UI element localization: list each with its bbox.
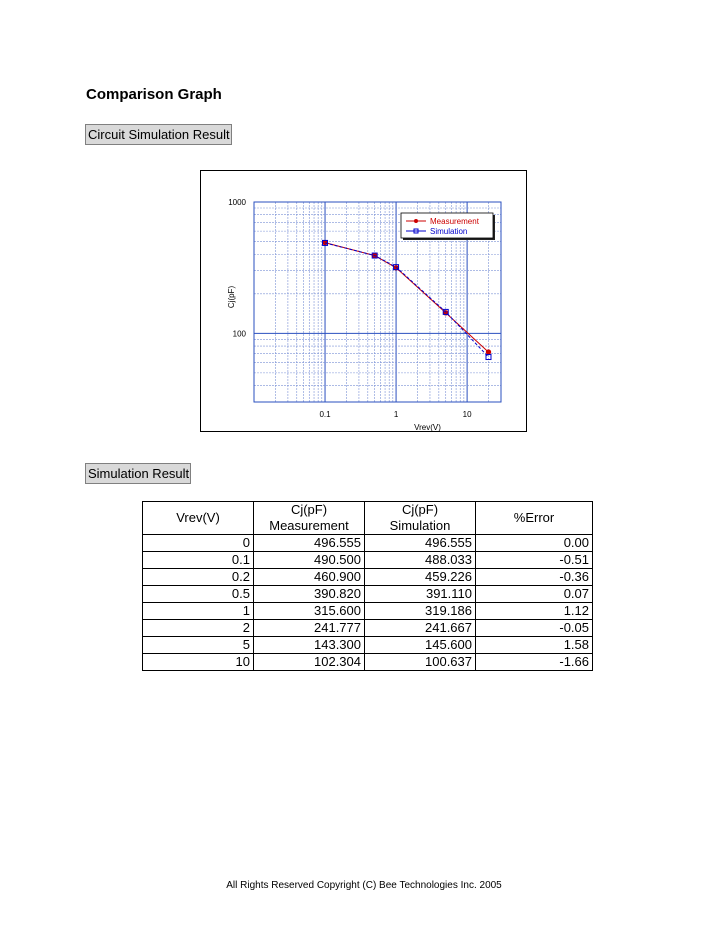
cell-vrev: 0 bbox=[143, 535, 254, 552]
legend-label: Measurement bbox=[430, 217, 479, 226]
header-simulation-line2: Simulation bbox=[389, 518, 451, 533]
header-measurement-line2: Measurement bbox=[269, 518, 349, 533]
cell-vrev: 0.1 bbox=[143, 552, 254, 569]
cell-error: -0.05 bbox=[476, 620, 593, 637]
table-row bbox=[143, 603, 593, 620]
measurement-point bbox=[323, 240, 327, 244]
table-row bbox=[143, 586, 593, 603]
cell-simulation: 241.667 bbox=[365, 620, 476, 637]
header-measurement bbox=[254, 502, 365, 535]
y-tick-label: 1000 bbox=[228, 198, 246, 207]
cell-measurement: 315.600 bbox=[254, 603, 365, 620]
table-row bbox=[143, 569, 593, 586]
cell-simulation: 100.637 bbox=[365, 654, 476, 671]
cell-simulation: 459.226 bbox=[365, 569, 476, 586]
cell-measurement: 143.300 bbox=[254, 637, 365, 654]
measurement-point bbox=[486, 350, 490, 354]
cell-simulation: 319.186 bbox=[365, 603, 476, 620]
cell-vrev: 0.5 bbox=[143, 586, 254, 603]
table-row bbox=[143, 552, 593, 569]
cell-measurement: 496.555 bbox=[254, 535, 365, 552]
cell-measurement: 490.500 bbox=[254, 552, 365, 569]
cell-simulation: 488.033 bbox=[365, 552, 476, 569]
comparison-chart bbox=[200, 170, 527, 432]
table-body bbox=[143, 535, 593, 671]
x-tick-label: 10 bbox=[462, 410, 472, 419]
cell-measurement: 241.777 bbox=[254, 620, 365, 637]
cell-error: 0.00 bbox=[476, 535, 593, 552]
cell-vrev: 10 bbox=[143, 654, 254, 671]
table-row bbox=[143, 535, 593, 552]
table-header-row bbox=[143, 502, 593, 535]
x-axis-label: Vrev(V) bbox=[414, 423, 441, 431]
y-axis-label: Cj(pF) bbox=[227, 285, 236, 309]
header-simulation-line1: Cj(pF) bbox=[401, 502, 439, 517]
x-tick-label: 1 bbox=[393, 410, 399, 419]
x-tick-label: 0.1 bbox=[319, 410, 331, 419]
cell-vrev: 5 bbox=[143, 637, 254, 654]
cell-vrev: 1 bbox=[143, 603, 254, 620]
header-vrev: Vrev(V) bbox=[143, 502, 254, 535]
cell-measurement: 460.900 bbox=[254, 569, 365, 586]
cell-error: -1.66 bbox=[476, 654, 593, 671]
cell-measurement: 390.820 bbox=[254, 586, 365, 603]
simulation-result-label: Simulation Result bbox=[85, 463, 191, 484]
header-measurement-line1: Cj(pF) bbox=[290, 502, 328, 517]
header-simulation bbox=[365, 502, 476, 535]
cell-error: 1.12 bbox=[476, 603, 593, 620]
cell-vrev: 2 bbox=[143, 620, 254, 637]
header-error: %Error bbox=[476, 502, 593, 535]
chart-svg bbox=[201, 171, 526, 431]
cell-error: -0.51 bbox=[476, 552, 593, 569]
legend-label: Simulation bbox=[430, 227, 468, 236]
circuit-simulation-label: Circuit Simulation Result bbox=[85, 124, 232, 145]
cell-error: 0.07 bbox=[476, 586, 593, 603]
cell-error: -0.36 bbox=[476, 569, 593, 586]
cell-simulation: 145.600 bbox=[365, 637, 476, 654]
legend-marker-measurement bbox=[414, 219, 418, 223]
simulation-table bbox=[142, 501, 593, 671]
table-row bbox=[143, 654, 593, 671]
table-row bbox=[143, 620, 593, 637]
cell-error: 1.58 bbox=[476, 637, 593, 654]
cell-simulation: 391.110 bbox=[365, 586, 476, 603]
y-tick-label: 100 bbox=[232, 329, 246, 339]
page-heading: Comparison Graph bbox=[86, 86, 222, 103]
footer-copyright: All Rights Reserved Copyright (C) Bee Technologies Inc. 2005 bbox=[226, 880, 502, 891]
cell-simulation: 496.555 bbox=[365, 535, 476, 552]
table-row bbox=[143, 637, 593, 654]
cell-measurement: 102.304 bbox=[254, 654, 365, 671]
cell-vrev: 0.2 bbox=[143, 569, 254, 586]
